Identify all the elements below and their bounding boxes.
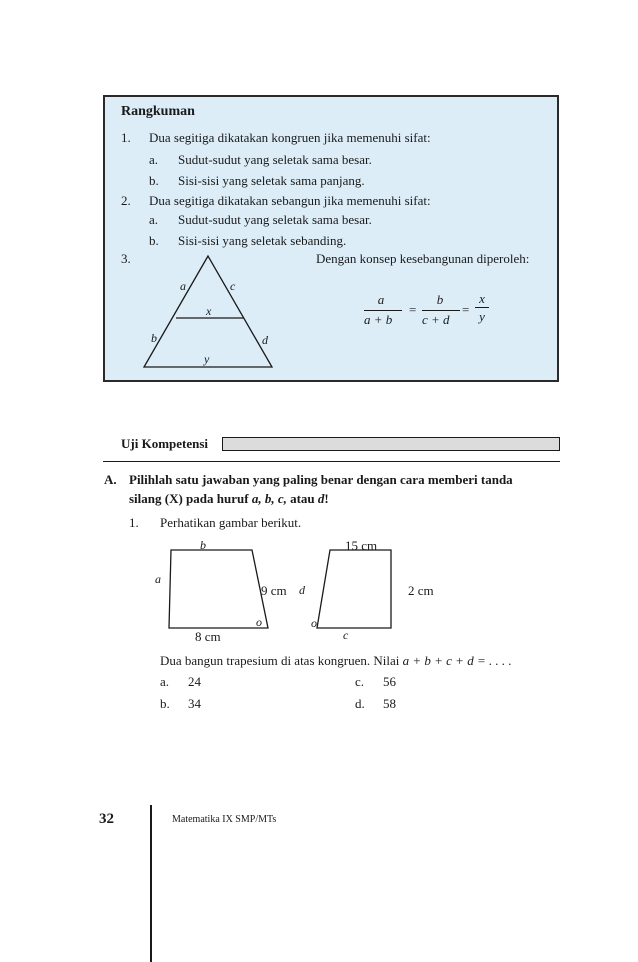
summary-subitem-text: Sisi-sisi yang seletak sama panjang.	[178, 173, 365, 188]
formula-numerator: a	[377, 292, 385, 307]
summary-subitem-letter: a.	[149, 212, 159, 227]
formula-denominator: c + d	[422, 312, 450, 327]
question-number: 1.	[129, 515, 139, 530]
part-instruction-line2: silang (X) pada huruf a, b, c, atau d!	[129, 491, 329, 506]
option-letter: a.	[160, 674, 170, 689]
summary-subitem-letter: b.	[149, 233, 159, 248]
right-trapezoid-label-left: d	[299, 583, 305, 597]
summary-item-number: 2.	[121, 193, 131, 208]
question-prompt: Perhatikan gambar berikut.	[160, 515, 302, 530]
formula-denominator: y	[479, 309, 485, 324]
left-trapezoid-label-bottom: 8 cm	[195, 629, 221, 644]
summary-subitem-text: Sisi-sisi yang seletak sebanding.	[178, 233, 347, 248]
summary-subitem-text: Sudut-sudut yang seletak sama besar.	[178, 212, 372, 227]
summary-item-number: 1.	[121, 130, 131, 145]
book-title: Matematika IX SMP/MTs	[172, 814, 277, 825]
triangle-label-x: x	[206, 304, 212, 318]
option-letter: b.	[160, 696, 170, 711]
left-trapezoid-label-angle: o	[256, 615, 262, 629]
option-value: 24	[188, 674, 201, 689]
summary-subitem-letter: b.	[149, 173, 159, 188]
left-trapezoid-label-right: 9 cm	[261, 583, 287, 598]
summary-item-text: Dua segitiga dikatakan kongruen jika memenuhi sifat:	[149, 130, 431, 145]
footer-rule	[150, 805, 152, 962]
equals-sign: =	[409, 302, 417, 317]
question-statement: Dua bangun trapesium di atas kongruen. Nilai a + b + c + d = . . . .	[160, 653, 512, 668]
section-title: Uji Kompetensi	[121, 436, 209, 451]
summary-title: Rangkuman	[121, 104, 195, 119]
part-letter: A.	[104, 472, 117, 487]
option-value: 56	[383, 674, 396, 689]
triangle-label-c: c	[230, 279, 236, 293]
summary-item-number: 3.	[121, 251, 131, 266]
page-number: 32	[99, 811, 114, 827]
part-instruction-line1: Pilihlah satu jawaban yang paling benar dengan cara memberi tanda	[129, 472, 513, 487]
formula-numerator: b	[436, 292, 444, 307]
triangle-label-b: b	[151, 331, 157, 345]
triangle-label-a: a	[180, 279, 186, 293]
left-trapezoid-label-top: b	[200, 538, 206, 552]
right-trapezoid-label-bottom: c	[343, 628, 349, 642]
triangle-label-y: y	[204, 352, 210, 366]
formula-denominator: a + b	[364, 312, 393, 327]
right-trapezoid-label-top: 15 cm	[345, 538, 378, 553]
triangle-label-d: d	[262, 333, 268, 347]
option-letter: c.	[355, 674, 365, 689]
summary-subitem-letter: a.	[149, 152, 159, 167]
equals-sign: =	[462, 302, 470, 317]
right-trapezoid-label-right: 2 cm	[408, 583, 434, 598]
formula-numerator: x	[479, 291, 485, 306]
left-trapezoid-label-left: a	[155, 572, 161, 586]
option-letter: d.	[355, 696, 365, 711]
summary-item-text: Dengan konsep kesebangunan diperoleh:	[316, 251, 530, 266]
summary-item-text: Dua segitiga dikatakan sebangun jika memenuhi sifat:	[149, 193, 431, 208]
right-trapezoid-label-angle: o	[311, 616, 317, 630]
summary-subitem-text: Sudut-sudut yang seletak sama besar.	[178, 152, 372, 167]
option-value: 58	[383, 696, 396, 711]
option-value: 34	[188, 696, 201, 711]
